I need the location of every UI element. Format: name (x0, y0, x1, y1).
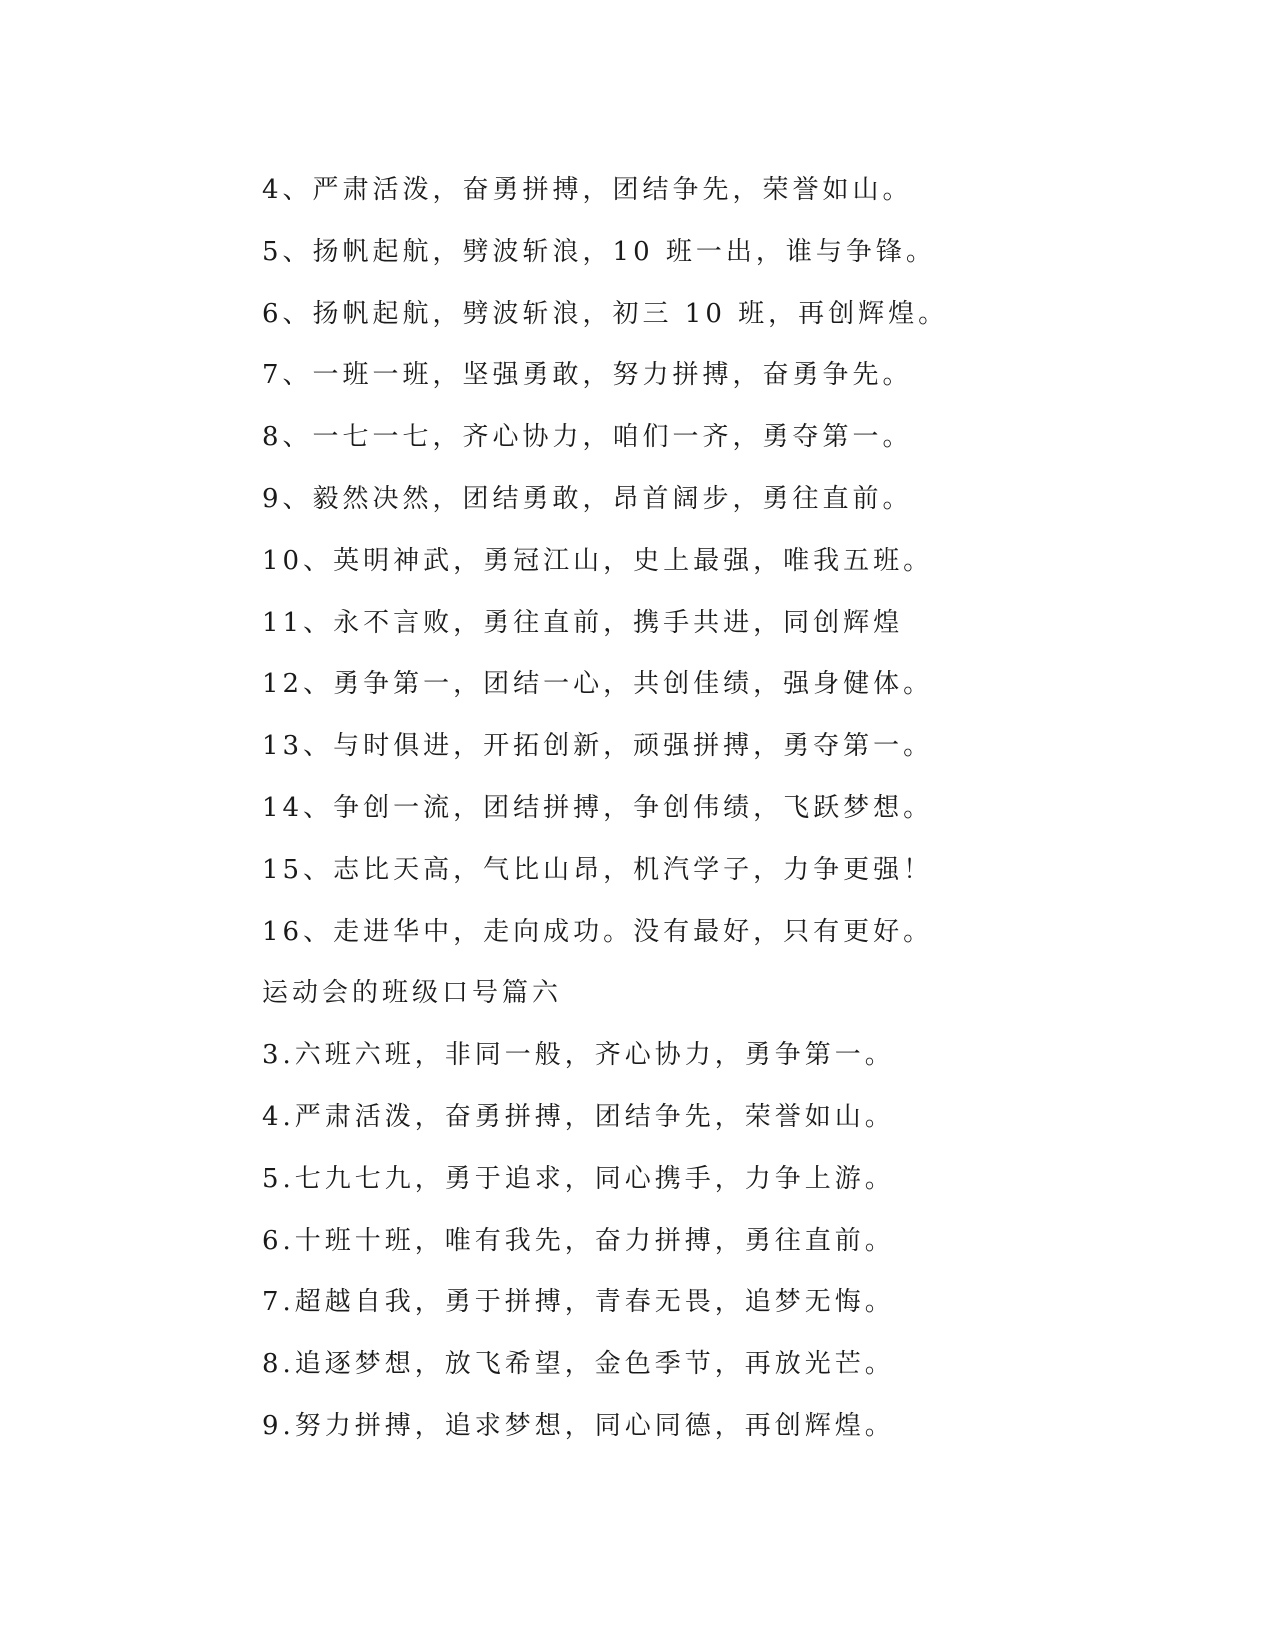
slogan-line-8: 8、一七一七，齐心协力，咱们一齐，勇夺第一。 (262, 422, 913, 453)
section-slogan-9: 9.努力拼搏，追求梦想，同心同德，再创辉煌。 (262, 1410, 895, 1441)
section-slogan-4: 4.严肃活泼，奋勇拼搏，团结争先，荣誉如山。 (262, 1101, 895, 1132)
section-slogan-8: 8.追逐梦想，放飞希望，金色季节，再放光芒。 (262, 1349, 895, 1380)
slogan-list (262, 160, 1022, 1458)
section-slogan-7: 7.超越自我，勇于拼搏，青春无畏，追梦无悔。 (262, 1287, 895, 1318)
section-heading: 运动会的班级口号篇六 (262, 978, 563, 1009)
section-slogan-6: 6.十班十班，唯有我先，奋力拼搏，勇往直前。 (262, 1225, 895, 1256)
section-slogan-3: 3.六班六班，非同一般，齐心协力，勇争第一。 (262, 1040, 895, 1071)
slogan-line-13: 13、与时俱进，开拓创新，顽强拼搏，勇夺第一。 (262, 731, 934, 762)
slogan-line-6: 6、扬帆起航，劈波斩浪，初三 10 班，再创辉煌。 (262, 298, 949, 329)
slogan-line-9: 9、毅然决然，团结勇敢，昂首阔步，勇往直前。 (262, 483, 913, 514)
slogan-line-16: 16、走进华中，走向成功。没有最好，只有更好。 (262, 916, 934, 947)
slogan-line-4: 4、严肃活泼，奋勇拼搏，团结争先，荣誉如山。 (262, 175, 913, 205)
section-slogan-5: 5.七九七九，勇于追求，同心携手，力争上游。 (262, 1163, 895, 1194)
slogan-line-10: 10、英明神武，勇冠江山，史上最强，唯我五班。 (262, 545, 934, 576)
slogan-line-5: 5、扬帆起航，劈波斩浪，10 班一出，谁与争锋。 (262, 236, 936, 267)
slogan-line-7: 7、一班一班，坚强勇敢，努力拼搏，奋勇争先。 (262, 360, 913, 391)
slogan-line-12: 12、勇争第一，团结一心，共创佳绩，强身健体。 (262, 669, 934, 700)
slogan-line-11: 11、永不言败，勇往直前，携手共进，同创辉煌 (262, 607, 904, 638)
slogan-line-15: 15、志比天高，气比山昂，机汽学子，力争更强！ (262, 854, 934, 885)
slogan-line-14: 14、争创一流，团结拼搏，争创伟绩，飞跃梦想。 (262, 792, 934, 823)
